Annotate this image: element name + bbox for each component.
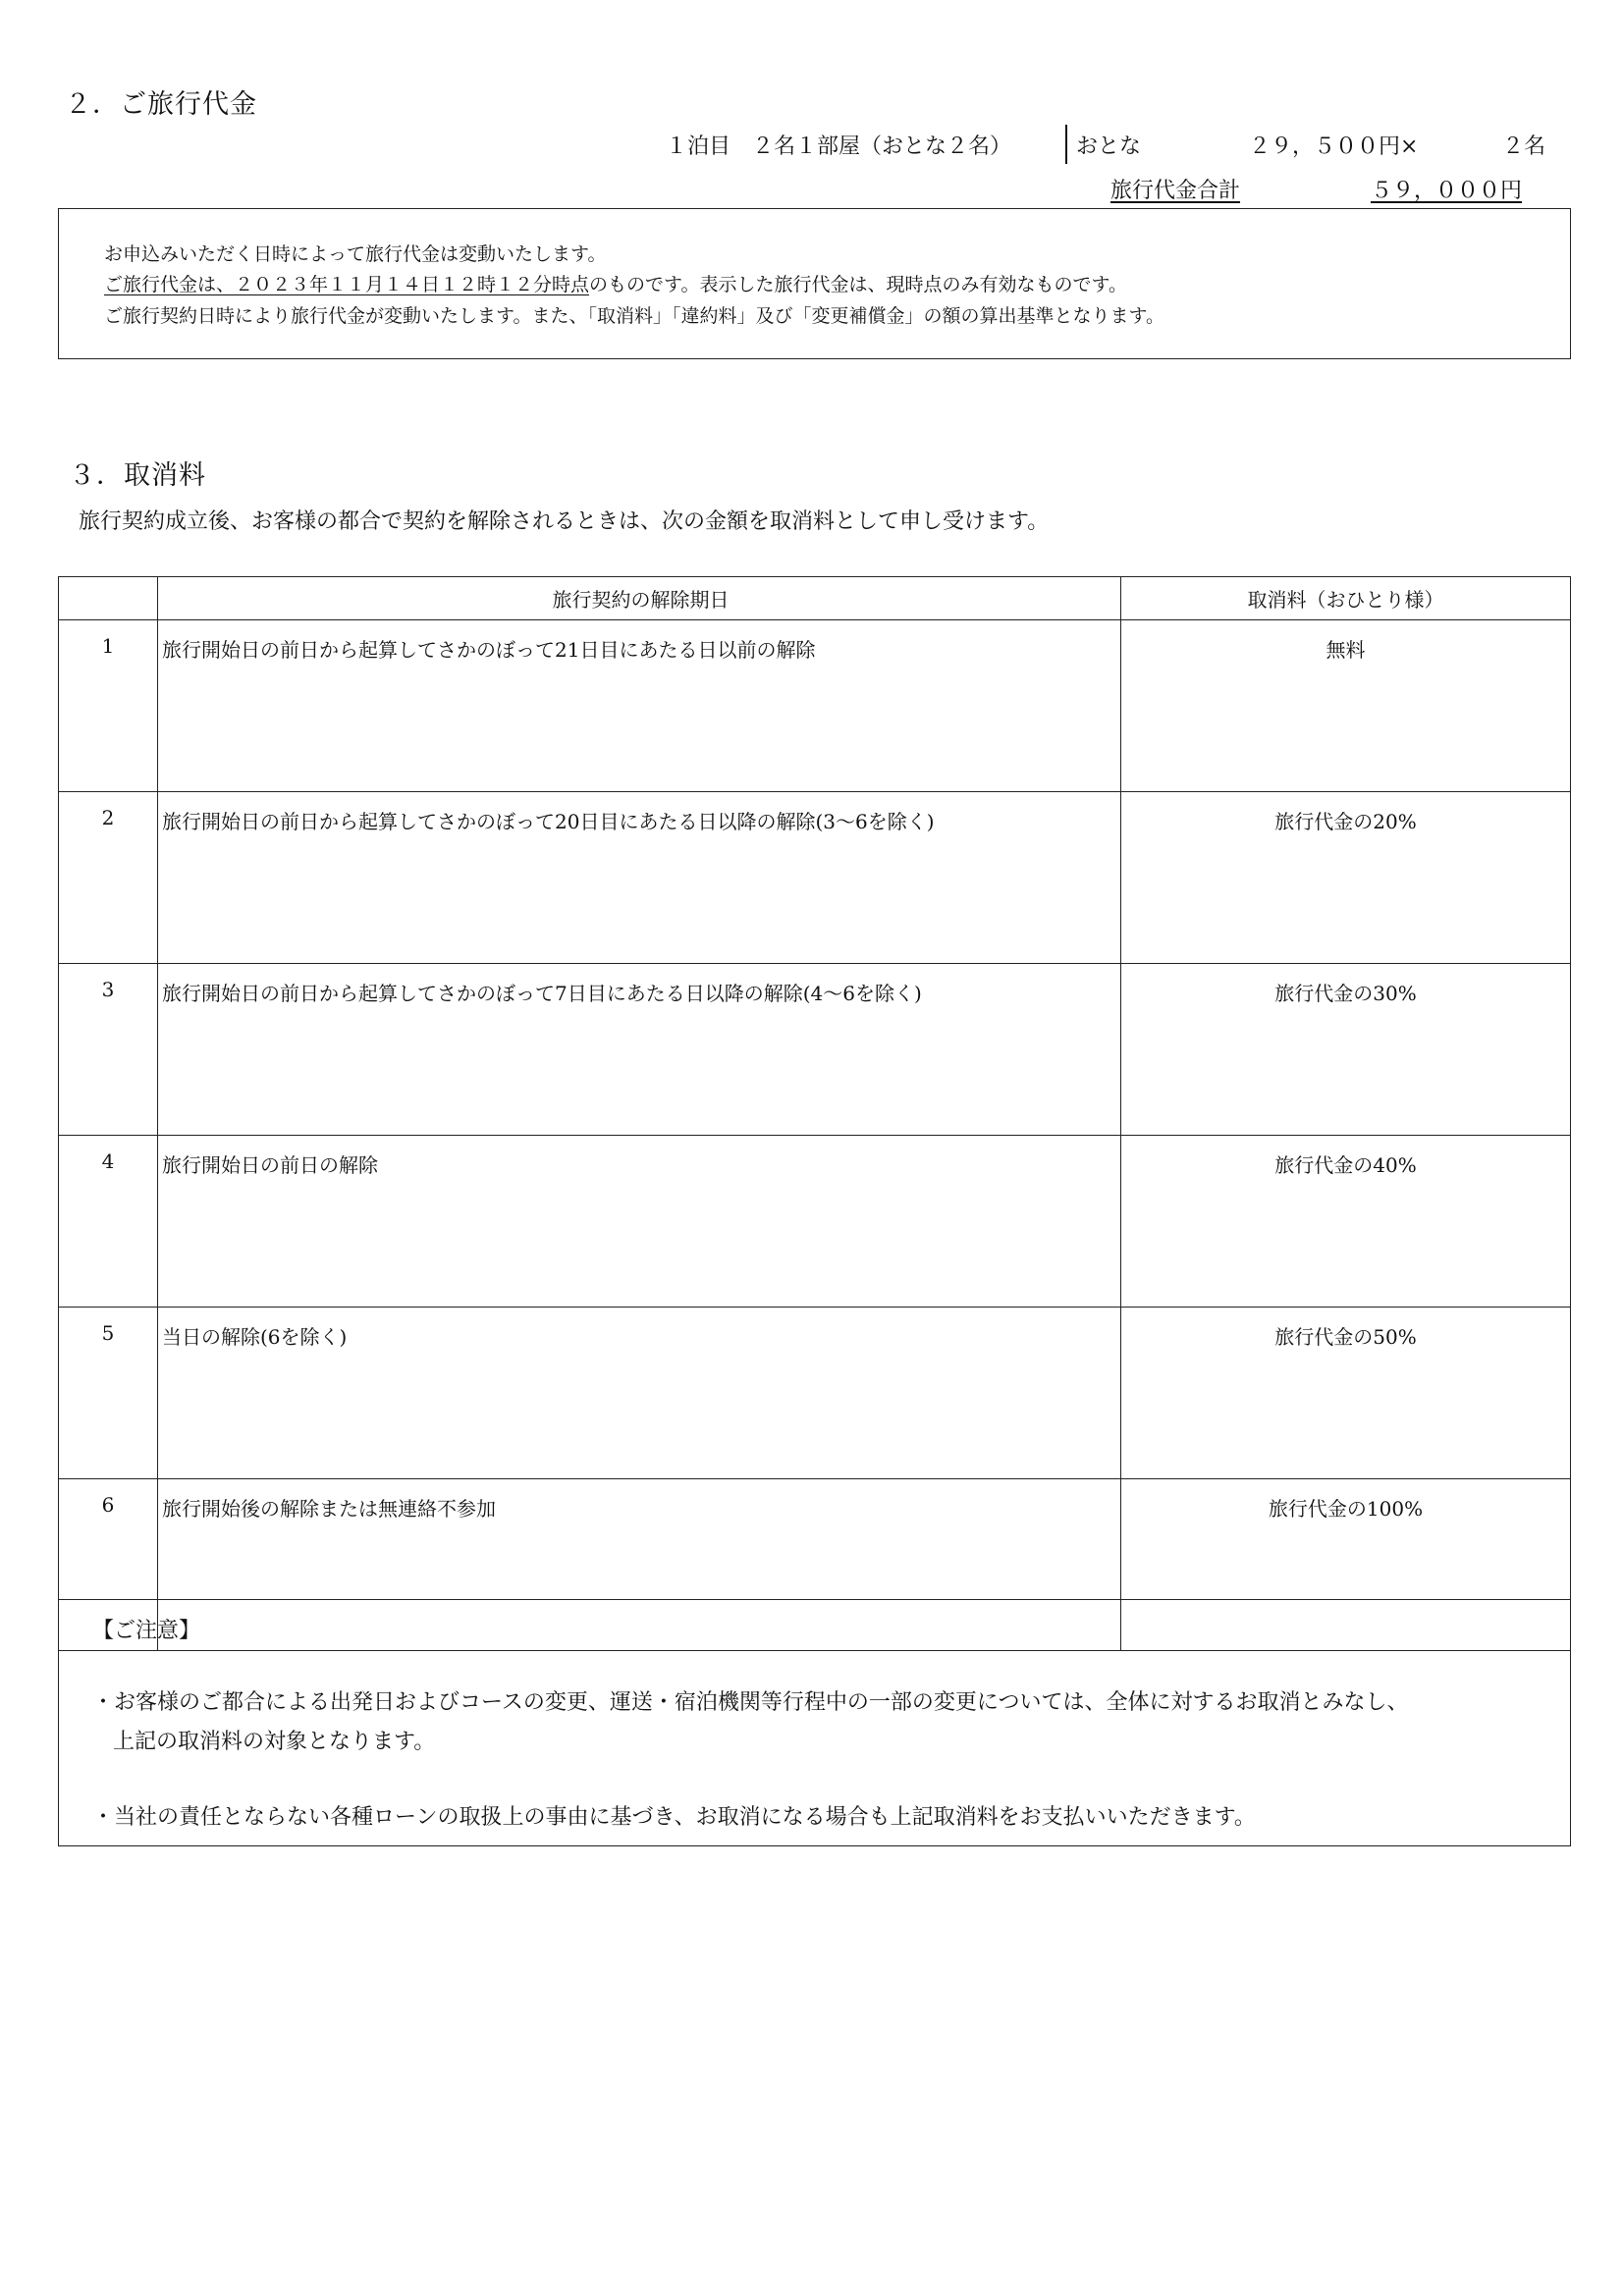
row-period: 旅行開始日の前日の解除 — [158, 1136, 1121, 1308]
row-period: 旅行開始日の前日から起算してさかのぼって20日目にあたる日以降の解除(3～6を除く) — [158, 792, 1121, 964]
notice-item-1-line-2: 上記の取消料の対象となります。 — [113, 1730, 436, 1754]
row-no: 6 — [59, 1479, 158, 1651]
row-no: 1 — [59, 620, 158, 792]
row-no: 5 — [59, 1308, 158, 1479]
row-no: 4 — [59, 1136, 158, 1308]
header-fee: 取消料（おひとり様） — [1121, 577, 1571, 620]
cancellation-table — [58, 576, 1571, 1651]
notice-title: 【ご注意】 — [92, 1619, 201, 1643]
row-period: 旅行開始日の前日から起算してさかのぼって21日目にあたる日以前の解除 — [158, 620, 1121, 792]
row-no: 3 — [59, 964, 158, 1136]
price-note-timestamp: ご旅行代金は、２０２３年１１月１４日１２時１２分時点 — [104, 274, 590, 295]
price-note-line-2 — [86, 270, 1127, 296]
table-row — [59, 1136, 1571, 1308]
section-2-title: ２．ご旅行代金 — [65, 89, 257, 120]
total-value: ５９，０００円 — [1371, 179, 1523, 203]
price-note-validity: のものです。表示した旅行代金は、現時点のみ有効なものです。 — [589, 274, 1127, 295]
row-period: 旅行開始後の解除または無連絡不参加 — [158, 1479, 1121, 1651]
cancellation-intro: 旅行契約成立後、お客様の都合で契約を解除されるときは、次の金額を取消料として申し受けます。 — [79, 509, 1050, 534]
table-header-row — [59, 577, 1571, 620]
row-fee: 旅行代金の20% — [1121, 792, 1571, 964]
price-divider — [1065, 125, 1067, 164]
row-fee: 旅行代金の40% — [1121, 1136, 1571, 1308]
section-3-title: ３．取消料 — [69, 460, 206, 491]
notice-item-1-line-1: ・お客様のご都合による出発日およびコースの変更、運送・宿泊機関等行程中の一部の変更については、全体に対するお取消とみなし、 — [92, 1690, 1409, 1715]
adult-label: おとな — [1076, 134, 1142, 159]
plan-description: １泊目 ２名１部屋（おとな２名） — [666, 134, 1012, 159]
table-row — [59, 1308, 1571, 1479]
header-no — [59, 577, 158, 620]
row-fee: 旅行代金の50% — [1121, 1308, 1571, 1479]
table-row — [59, 792, 1571, 964]
table-row — [59, 964, 1571, 1136]
row-fee: 旅行代金の100% — [1121, 1479, 1571, 1651]
notice-item-2: ・当社の責任とならない各種ローンの取扱上の事由に基づき、お取消になる場合も上記取消料をお支払いいただきます。 — [92, 1805, 1256, 1830]
row-period: 旅行開始日の前日から起算してさかのぼって7日目にあたる日以降の解除(4～6を除く) — [158, 964, 1121, 1136]
person-count: ２名 — [1502, 134, 1546, 159]
row-fee: 無料 — [1121, 620, 1571, 792]
table-row — [59, 620, 1571, 792]
row-period: 当日の解除(6を除く) — [158, 1308, 1121, 1479]
price-note-line-3: ご旅行契約日時により旅行代金が変動いたします。また、「取消料」「違約料」及び「変更補償金」の額の算出基準となります。 — [104, 305, 1164, 327]
total-label: 旅行代金合計 — [1110, 179, 1241, 203]
header-period: 旅行契約の解除期日 — [158, 577, 1121, 620]
unit-price: ２９，５００円× — [1249, 134, 1419, 159]
row-fee: 旅行代金の30% — [1121, 964, 1571, 1136]
row-no: 2 — [59, 792, 158, 964]
price-note-line-1: お申込みいただく日時によって旅行代金は変動いたします。 — [104, 243, 607, 265]
